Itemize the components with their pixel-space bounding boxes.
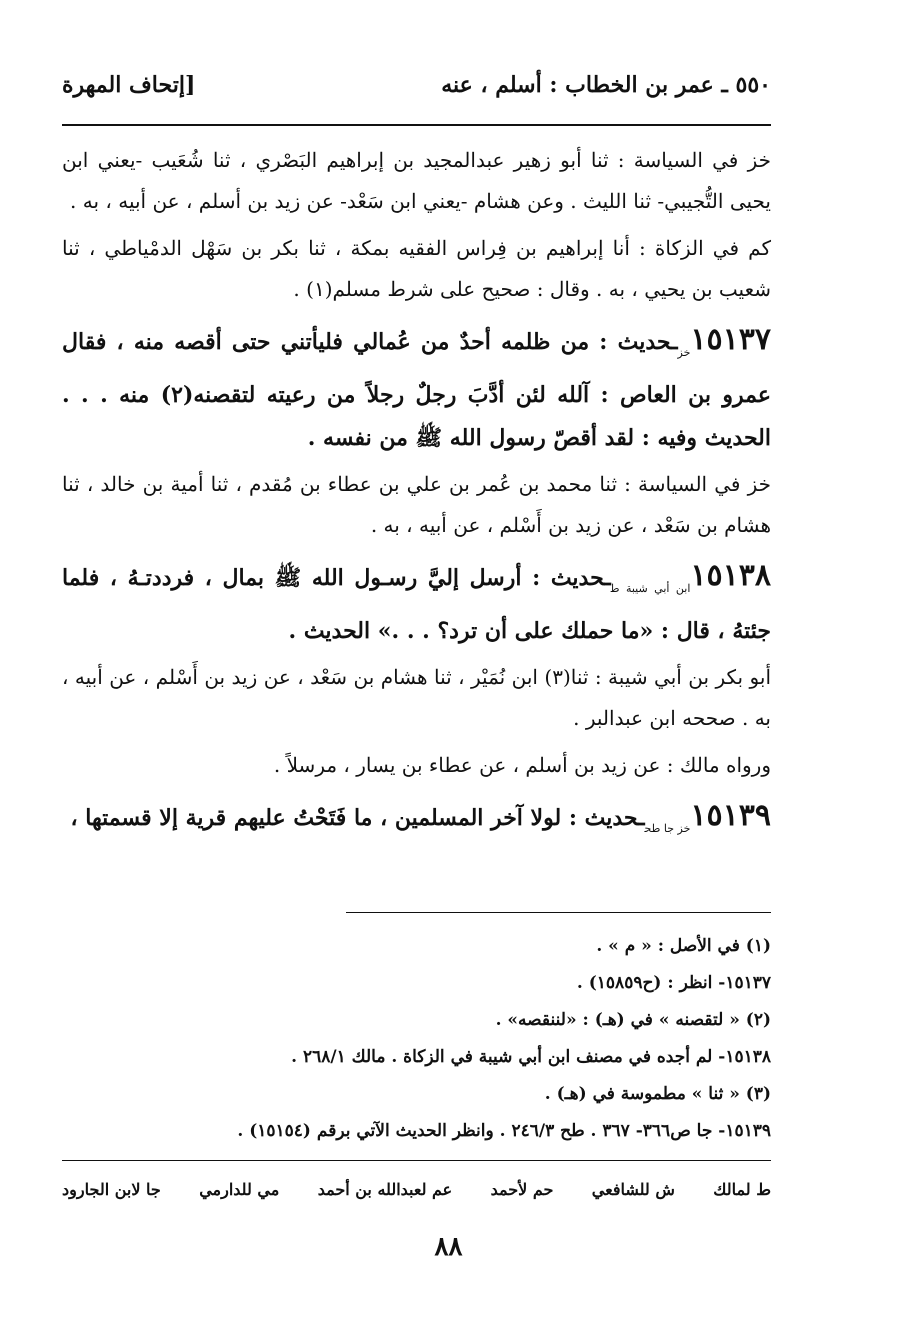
hadith-text: ـحديث : من ظلمه أحدٌ من عُمالي فليأتني حتى أقصه منه ، فقال عمرو بن العاص : آلله لئن أدَّبَ رجلٌ رجلاً من رعيته لتقصنه(٢) منه . . . الحديث وفيه : لقد أقصّ رسول الله ﷺ من نفسه . xyxy=(62,329,771,451)
header-chapter-title: ٥٥٠ ـ عمر بن الخطاب : أسلم ، عنه xyxy=(441,72,771,98)
legend-item: عم لعبدالله بن أحمد xyxy=(317,1180,453,1199)
legend-item: ش للشافعي xyxy=(591,1180,675,1199)
hadith-text: ـحديث : أرسل إليَّ رسـول الله ﷺ بمال ، فرددتـهُ ، فلما جئتهُ ، قال : «ما حملك على أن ترد؟ . . .» الحديث . xyxy=(62,565,771,644)
abbreviation-legend xyxy=(62,1180,771,1199)
hadith-number: $١٥١٣٩_{خز جا طح}$ xyxy=(644,798,771,835)
running-header xyxy=(62,72,771,112)
hadith-15138 xyxy=(62,554,771,653)
legend-item: جا لابن الجارود xyxy=(62,1180,161,1199)
legend-item: ط لمالك xyxy=(713,1180,771,1199)
chain-paragraph: خز في السياسة : ثنا محمد بن عُمر بن علي بن عطاء بن مُقدم ، ثنا أمية بن خالد ، ثنا هشام بن سَعْد ، عن زيد بن أَسْلم ، عن أبيه ، به . xyxy=(62,472,771,537)
legend-item: حم لأحمد xyxy=(490,1180,554,1199)
footnote: (١) في الأصل : « م » . xyxy=(596,936,771,956)
footnote: (٣) « ثنا » مطموسة في (هـ) . xyxy=(544,1084,771,1104)
hadith-source-code: خز xyxy=(677,346,691,359)
header-rule xyxy=(62,124,771,126)
legend-item: مي للدارمي xyxy=(199,1180,280,1199)
chain-paragraph: أبو بكر بن أبي شيبة : ثنا(٣) ابن نُمَيْر ، ثنا هشام بن سَعْد ، عن زيد بن أَسْلم ، عن أبيه ، به . صححه ابن عبدالبر . xyxy=(62,665,771,730)
hadith-15137 xyxy=(62,318,771,460)
chain-paragraph: ورواه مالك : عن زيد بن أسلم ، عن عطاء بن يسار ، مرسلاً . xyxy=(273,753,771,777)
hadith-15139 xyxy=(62,794,771,850)
footnote: ١٥١٣٨- لم أجده في مصنف ابن أبي شيبة في الزكاة . مالك ٢٦٨/١ . xyxy=(291,1047,771,1067)
hadith-number: $١٥١٣٨_{ابن أبي شيبة ط}$ xyxy=(610,558,771,595)
hadith-number: $١٥١٣٧_{خز}$ xyxy=(677,322,771,359)
hadith-source-code: ابن أبي شيبة ط xyxy=(610,582,691,595)
chain-paragraph: كم في الزكاة : أنا إبراهيم بن فِراس الفقيه بمكة ، ثنا بكر بن سَهْل الدمْياطي ، ثنا شعيب بن يحيي ، به . وقال : صحيح على شرط مسلم(١) . xyxy=(62,236,771,301)
header-book-title: [إتحاف المهرة xyxy=(62,72,196,98)
hadith-source-code: خز جا طح xyxy=(644,822,691,835)
footnote: ١٥١٣٧- انظر : (ح١٥٨٥٩) . xyxy=(576,973,771,993)
chain-paragraph: خز في السياسة : ثنا أبو زهير عبدالمجيد بن إبراهيم البَصْري ، ثنا شُعَيب -يعني ابن يحيى التُّجيبي- ثنا الليث . وعن هشام -يعني ابن سَعْد- عن زيد بن أسلم ، عن أبيه ، به . xyxy=(62,148,771,213)
page-number: ٨٨ xyxy=(434,1232,463,1262)
hadith-text: ـحديث : لولا آخر المسلمين ، ما فَتَحْتُ عليهم قرية إلا قسمتها ، xyxy=(70,805,645,831)
legend-rule xyxy=(62,1160,771,1161)
footnote: ١٥١٣٩- جا ص٣٦٦- ٣٦٧ . طح ٢٤٦/٣ . وانظر الحديث الآتي برقم (١٥١٥٤) . xyxy=(237,1121,771,1141)
footnotes xyxy=(62,928,771,1150)
footnote: (٢) « لتقصنه » في (هـ) : «لننقصه» . xyxy=(495,1010,771,1030)
main-text xyxy=(62,140,771,854)
footnote-separator xyxy=(346,912,771,913)
